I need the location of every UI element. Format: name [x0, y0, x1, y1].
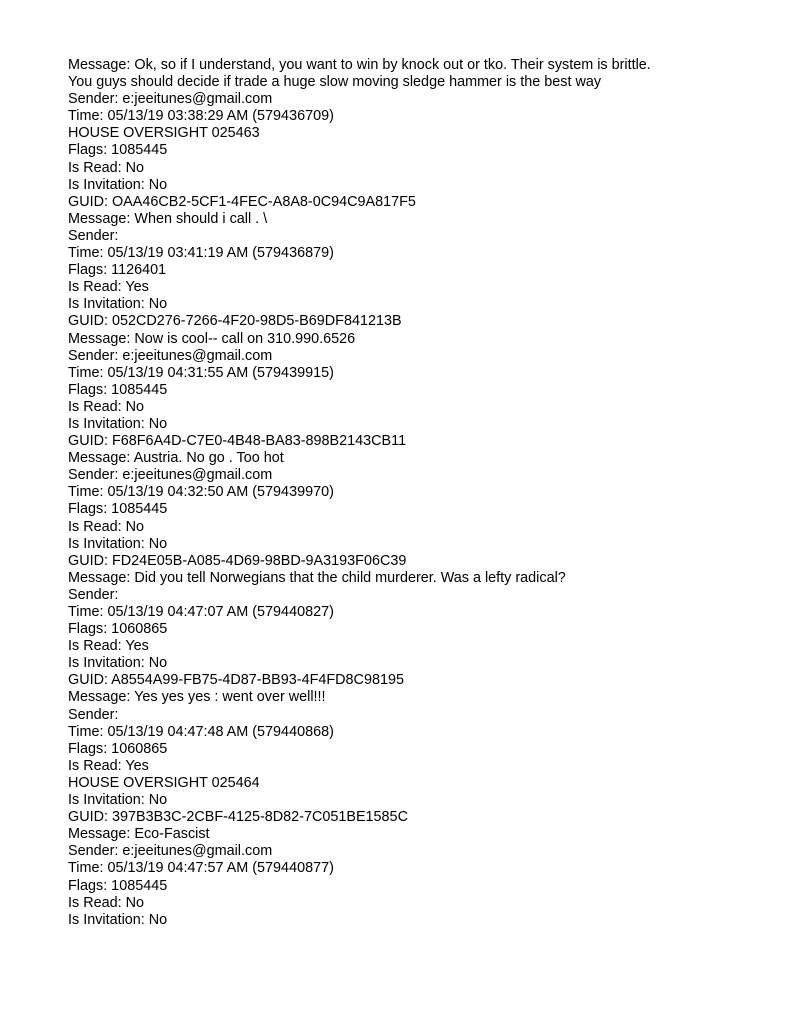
document-page [68, 57, 668, 929]
text-line: GUID: 052CD276-7266-4F20-98D5-B69DF841213B [68, 313, 402, 330]
text-line: Is Invitation: No [68, 792, 168, 809]
text-line: Is Read: Yes [68, 757, 149, 774]
text-line: Message: When should i call . \ [68, 210, 268, 227]
text-line: Flags: 1085445 [68, 381, 168, 398]
text-line: Is Read: No [68, 159, 144, 176]
text-line: Message: Did you tell Norwegians that the child murderer. Was a lefty radical? [68, 569, 566, 586]
text-line: Flags: 1085445 [68, 501, 168, 518]
text-line: Time: 05/13/19 04:47:57 AM (579440877) [68, 860, 334, 877]
text-line: Message: Now is cool-- call on 310.990.6526 [68, 330, 356, 347]
text-line: GUID: OAA46CB2-5CF1-4FEC-A8A8-0C94C9A817F5 [68, 193, 416, 210]
text-line: Message: Eco-Fascist [68, 826, 210, 843]
text-line: GUID: FD24E05B-A085-4D69-98BD-9A3193F06C39 [68, 552, 407, 569]
text-line: Sender: e:jeeitunes@gmail.com [68, 843, 273, 860]
text-line: HOUSE OVERSIGHT 025464 [68, 774, 260, 791]
text-line: Sender: e:jeeitunes@gmail.com [68, 467, 273, 484]
text-line: Sender: e:jeeitunes@gmail.com [68, 91, 273, 108]
text-line: Is Read: Yes [68, 279, 149, 296]
text-line: GUID: 397B3B3C-2CBF-4125-8D82-7C051BE1585C [68, 809, 408, 826]
text-line: Is Invitation: No [68, 296, 168, 313]
text-line: Message: Ok, so if I understand, you want to win by knock out or tko. Their system is brittle. You guys should decide if trade a huge slow moving sledge hammer is the best way [68, 57, 655, 91]
text-line: Sender: [68, 706, 119, 723]
text-line: Time: 05/13/19 03:38:29 AM (579436709) [68, 108, 334, 125]
text-line: Flags: 1060865 [68, 621, 168, 638]
text-line: Time: 05/13/19 04:31:55 AM (579439915) [68, 364, 334, 381]
text-line: Is Invitation: No [68, 535, 168, 552]
text-line: Is Invitation: No [68, 176, 168, 193]
text-line: Sender: [68, 586, 119, 603]
text-line: Is Invitation: No [68, 415, 168, 432]
text-line: Is Invitation: No [68, 655, 168, 672]
text-line: GUID: F68F6A4D-C7E0-4B48-BA83-898B2143CB11 [68, 433, 407, 450]
text-line: Is Invitation: No [68, 911, 168, 928]
text-line: Is Read: No [68, 398, 144, 415]
text-line: Flags: 1060865 [68, 740, 168, 757]
text-line: HOUSE OVERSIGHT 025463 [68, 125, 260, 142]
text-line: Is Read: Yes [68, 638, 149, 655]
text-line: Flags: 1085445 [68, 877, 168, 894]
text-line: Sender: e:jeeitunes@gmail.com [68, 347, 273, 364]
text-line: GUID: A8554A99-FB75-4D87-BB93-4F4FD8C98195 [68, 672, 404, 689]
text-line: Time: 05/13/19 03:41:19 AM (579436879) [68, 245, 334, 262]
text-line: Message: Yes yes yes : went over well!!! [68, 689, 326, 706]
text-line: Time: 05/13/19 04:32:50 AM (579439970) [68, 484, 334, 501]
text-line: Sender: [68, 227, 119, 244]
text-line: Is Read: No [68, 518, 144, 535]
text-line: Message: Austria. No go . Too hot [68, 450, 284, 467]
text-line: Flags: 1126401 [68, 262, 167, 279]
text-line: Is Read: No [68, 894, 144, 911]
text-line: Time: 05/13/19 04:47:07 AM (579440827) [68, 604, 334, 620]
text-line: Time: 05/13/19 04:47:48 AM (579440868) [68, 723, 334, 740]
text-line: Flags: 1085445 [68, 142, 168, 159]
